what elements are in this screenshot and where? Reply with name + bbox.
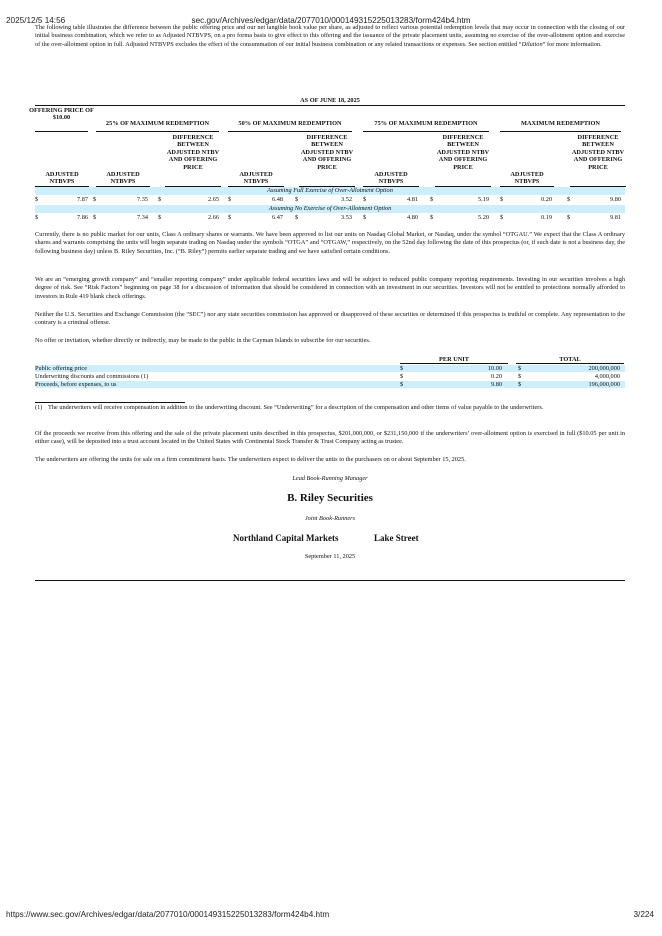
currency-symbol: $ bbox=[295, 214, 299, 221]
table-cell-value: 7.87 bbox=[76, 196, 88, 203]
table-cell-value: 7.34 bbox=[136, 214, 148, 221]
row-label: Public offering price bbox=[35, 365, 87, 372]
intro-end: ” for more information. bbox=[542, 40, 602, 48]
currency-symbol: $ bbox=[35, 196, 39, 203]
table-cell-value: 6.48 bbox=[271, 196, 283, 203]
currency-symbol: $ bbox=[400, 373, 404, 380]
total-value: 196,000,000 bbox=[588, 381, 620, 388]
row-label: Underwriting discounts and commissions (1) bbox=[35, 373, 149, 380]
paragraph: No offer or invitation, whether directly or indirectly, may be made to the public in the Cayman Islands to subscribe for our securities. bbox=[35, 337, 371, 344]
column-header-adjusted-ntbvps: ADJUSTED NTBVPS bbox=[106, 171, 140, 186]
currency-symbol: $ bbox=[228, 196, 232, 203]
group-header: OFFERING PRICE OF $10.00 bbox=[29, 107, 94, 122]
joint-underwriter: Lake Street bbox=[374, 533, 419, 543]
print-datetime: 2025/12/5 14:56 bbox=[6, 16, 66, 25]
joint-label: Joint Book-Runners bbox=[304, 515, 356, 522]
table-cell-value: 4.80 bbox=[406, 214, 418, 221]
section-label: Assuming No Exercise of Over-Allotment Option bbox=[268, 205, 392, 212]
currency-symbol: $ bbox=[518, 365, 522, 372]
table-cell-value: 3.52 bbox=[340, 196, 352, 203]
paragraph: We are an “emerging growth company” and “smaller reporting company” under applicable federal securities laws and will be subject to reduced public company reporting requirements. Investing in our securities involves a high degree of risk. See “Risk Factors” beginning on page 38 for a discussion of information that should be considered in connection with an investment in our securities. Investors will not be entitled to protections normally afforded to investors in Rule 419 blank check offerings. bbox=[35, 276, 625, 300]
paragraph: The underwriters are offering the units for sale on a firm commitment basis. The underwriters expect to deliver the units to the purchasers on or about September 15, 2025. bbox=[35, 456, 466, 463]
table-cell-value: 9.81 bbox=[609, 214, 621, 221]
footnote-marker: (1) bbox=[35, 404, 43, 411]
per-unit-value: 10.00 bbox=[487, 365, 502, 372]
currency-symbol: $ bbox=[93, 196, 97, 203]
table-cell-value: 7.35 bbox=[136, 196, 148, 203]
currency-symbol: $ bbox=[158, 214, 162, 221]
per-unit-value: 9.80 bbox=[490, 381, 502, 388]
table-cell-value: 3.53 bbox=[340, 214, 352, 221]
column-header-adjusted-ntbvps: ADJUSTED NTBVPS bbox=[45, 171, 79, 186]
table-cell-value: 0.20 bbox=[540, 196, 552, 203]
footnote-text: The underwriters will receive compensation in addition to the underwriting discount. See “Underwriting” for a description of the compensation and other items of value payable to the underwriters. bbox=[48, 404, 544, 411]
intro-paragraph bbox=[35, 24, 625, 49]
header-total: TOTAL bbox=[559, 356, 581, 363]
row-label: Proceeds, before expenses, to us bbox=[35, 381, 117, 388]
paragraph: Currently, there is no public market for our units, Class A ordinary shares or warrants. We have been approved to list our units on Nasdaq Global Market, or Nasdaq, under the symbol “OTGAU.” We expect that the Class A ordinary shares and warrants comprising the units will begin separate trading on Nasdaq under the symbols “OTGA” and “OTGAW,” respectively, on the 52nd day following the date of this prospectus (or, if such date is not a business day, the following business day) unless B. Riley Securities, Inc. (“B. Riley”) permits earlier separate trading and we have satisfied certain conditions. bbox=[35, 231, 625, 255]
currency-symbol: $ bbox=[363, 196, 367, 203]
table-cell-value: 9.80 bbox=[609, 196, 621, 203]
currency-symbol: $ bbox=[518, 373, 522, 380]
page-number: 3/224 bbox=[633, 910, 654, 919]
table-cell-value: 5.19 bbox=[477, 196, 489, 203]
group-header: 50% OF MAXIMUM REDEMPTION bbox=[238, 120, 342, 127]
column-header-difference: DIFFERENCE BETWEEN ADJUSTED NTBV AND OFFERING PRICE bbox=[166, 134, 220, 171]
currency-symbol: $ bbox=[295, 196, 299, 203]
section-label: Assuming Full Exercise of Over-Allotment Option bbox=[267, 187, 393, 194]
column-header-adjusted-ntbvps: ADJUSTED NTBVPS bbox=[510, 171, 544, 186]
print-url: https://www.sec.gov/Archives/edgar/data/2077010/000149315225013283/form424b4.htm bbox=[6, 910, 330, 919]
table-title: AS OF JUNE 18, 2025 bbox=[300, 97, 360, 104]
lead-label: Lead Book-Running Manager bbox=[292, 475, 368, 482]
column-header-difference: DIFFERENCE BETWEEN ADJUSTED NTBV AND OFFERING PRICE bbox=[571, 134, 625, 171]
currency-symbol: $ bbox=[228, 214, 232, 221]
table-cell-value: 2.65 bbox=[207, 196, 219, 203]
table-cell-value: 4.81 bbox=[406, 196, 418, 203]
column-header-adjusted-ntbvps: ADJUSTED NTBVPS bbox=[374, 171, 408, 186]
currency-symbol: $ bbox=[430, 196, 434, 203]
table-cell-value: 5.20 bbox=[477, 214, 489, 221]
currency-symbol: $ bbox=[93, 214, 97, 221]
currency-symbol: $ bbox=[430, 214, 434, 221]
currency-symbol: $ bbox=[567, 196, 571, 203]
dilution-link: Dilution bbox=[521, 40, 543, 48]
column-header-adjusted-ntbvps: ADJUSTED NTBVPS bbox=[239, 171, 273, 186]
table-cell-value: 7.86 bbox=[76, 214, 88, 221]
column-header-difference: DIFFERENCE BETWEEN ADJUSTED NTBV AND OFFERING PRICE bbox=[300, 134, 354, 171]
currency-symbol: $ bbox=[500, 214, 504, 221]
currency-symbol: $ bbox=[518, 381, 522, 388]
prospectus-date: September 11, 2025 bbox=[304, 553, 356, 560]
column-header-difference: DIFFERENCE BETWEEN ADJUSTED NTBV AND OFFERING PRICE bbox=[436, 134, 490, 171]
total-value: 4,000,000 bbox=[594, 373, 620, 380]
currency-symbol: $ bbox=[158, 196, 162, 203]
lead-underwriter: B. Riley Securities bbox=[287, 492, 373, 504]
header-per-unit: PER UNIT bbox=[439, 356, 469, 363]
paragraph: Of the proceeds we receive from this offering and the sale of the private placement units described in this prospectus, $201,000,000, or $231,150,000 if the underwriters’ over-allotment option is exercised in full ($10.05 per unit in either case), will be deposited into a trust account located in the United States with Continental Stock Transfer & Trust Company acting as trustee. bbox=[35, 430, 625, 446]
print-title: sec.gov/Archives/edgar/data/2077010/000149315225013283/form424b4.htm bbox=[191, 16, 471, 25]
table-cell-value: 6.47 bbox=[271, 214, 283, 221]
currency-symbol: $ bbox=[400, 381, 404, 388]
currency-symbol: $ bbox=[35, 214, 39, 221]
currency-symbol: $ bbox=[500, 196, 504, 203]
paragraph: Neither the U.S. Securities and Exchange Commission (the “SEC”) nor any state securities commission has approved or disapproved of these securities or determined if this prospectus is truthful or complete. Any representation to the contrary is a criminal offense. bbox=[35, 311, 625, 327]
joint-underwriter: Northland Capital Markets bbox=[233, 533, 339, 543]
table-cell-value: 2.66 bbox=[207, 214, 219, 221]
currency-symbol: $ bbox=[400, 365, 404, 372]
group-header: MAXIMUM REDEMPTION bbox=[521, 120, 600, 127]
currency-symbol: $ bbox=[567, 214, 571, 221]
total-value: 200,000,000 bbox=[588, 365, 620, 372]
group-header: 25% OF MAXIMUM REDEMPTION bbox=[105, 120, 210, 127]
group-header: 75% OF MAXIMUM REDEMPTION bbox=[374, 120, 478, 127]
currency-symbol: $ bbox=[363, 214, 367, 221]
intro-text: The following table illustrates the difference between the public offering price and our net tangible book value per share, as adjusted to reflect various potential redemption levels that may occur in connection with the closing of our initial business combination, which we refer to as Adjusted NTBVPS, on a pro forma basis to give effect to this offering and the issuance of the private placement units, assuming no exercise of the over-allotment option and exercise of the over-allotment option in full. Adjusted NTBVPS excludes the effect of the consummation of our initial business combination or any related transactions or expenses. See section entitled “ bbox=[35, 24, 625, 48]
per-unit-value: 0.20 bbox=[490, 373, 502, 380]
table-cell-value: 0.19 bbox=[540, 214, 552, 221]
